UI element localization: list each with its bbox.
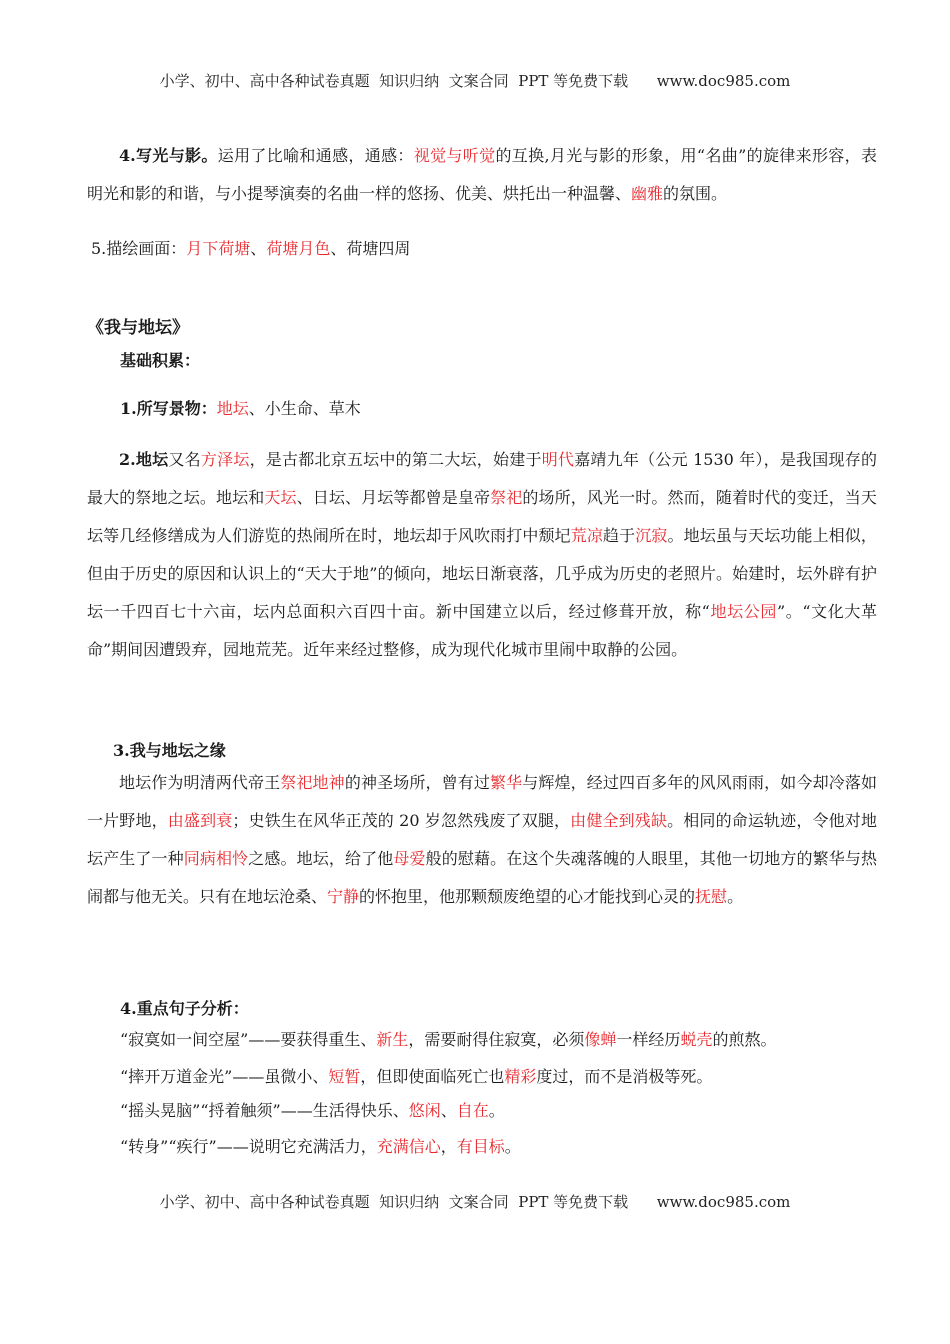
paragraph-scenes: 5.描绘画面：月下荷塘、荷塘月色、荷塘四周: [91, 239, 411, 258]
paragraph-ditan-history: 2.地坛又名方泽坛，是古都北京五坛中的第二大坛，始建于明代嘉靖九年（公元 1530 年），是我国现存的最大的祭地之坛。地坛和天坛、日坛、月坛等都曾是皇帝祭祀的场所，风光一时。然而，随着时代的变迁，当天坛等几经修缮成为人们游览的热闹所在时，地坛却于风吹雨打中颓圮荒凉趋于沉寂。地坛虽与天坛功能上相似，但由于历史的原因和认识上的“天大于地”的倾向，地坛日渐衰落，几乎成为历史的老照片。始建时，坛外辟有护坛一千四百七十六亩，坛内总面积六百四十亩。新中国建立以后，经过修葺开放，称“地坛公园”。“文化大革命”期间因遭毁弃，园地荒芜。近年来经过整修，成为现代化城市里闹中取静的公园。: [87, 450, 877, 659]
connection-heading: 3.我与地坛之缘: [113, 741, 226, 760]
essay-title: 《我与地坛》: [87, 318, 189, 338]
page-footer: 小学、初中、高中各种试卷真题 知识归纳 文案合同 PPT 等免费下载 www.doc985.com: [159, 1193, 791, 1211]
sentence-analysis-2: “摔开万道金光”——虽微小、短暂，但即使面临死亡也精彩度过，而不是消极等死。: [120, 1067, 713, 1086]
paragraph-light-shadow: 4.写光与影。运用了比喻和通感，通感：视觉与听觉的互换,月光与影的形象，用“名曲”的旋律来形容，表明光和影的和谐，与小提琴演奏的名曲一样的悠扬、优美、烘托出一种温馨、幽雅的氛围。: [87, 146, 877, 203]
page-header: 小学、初中、高中各种试卷真题 知识归纳 文案合同 PPT 等免费下载 www.doc985.com: [159, 72, 791, 90]
basics-heading: 基础积累：: [120, 351, 201, 370]
key-sentences-heading: 4.重点句子分析：: [120, 999, 249, 1018]
paragraph-connection: 地坛作为明清两代帝王祭祀地神的神圣场所，曾有过繁华与辉煌，经过四百多年的风风雨雨，如今却冷落如一片野地，由盛到衰；史铁生在风华正茂的 20 岁忽然残废了双腿，由健全到残缺。相同的命运轨迹，令他对地坛产生了一种同病相怜之感。地坛，给了他母爱般的慰藉。在这个失魂落魄的人眼里，其他一切地方的繁华与热闹都与他无关。只有在地坛沧桑、宁静的怀抱里，他那颗颓废绝望的心才能找到心灵的抚慰。: [87, 773, 877, 906]
sentence-analysis-4: “转身”“疾行”——说明它充满活力，充满信心，有目标。: [120, 1137, 521, 1156]
sentence-analysis-3: “摇头晃脑”“捋着触须”——生活得快乐、悠闲、自在。: [120, 1101, 505, 1120]
paragraph-scenery: 1.所写景物：地坛、小生命、草木: [120, 399, 361, 418]
sentence-analysis-1: “寂寞如一间空屋”——要获得重生、新生，需要耐得住寂寞，必须像蝉一样经历蜕壳的煎熬。: [120, 1030, 777, 1049]
